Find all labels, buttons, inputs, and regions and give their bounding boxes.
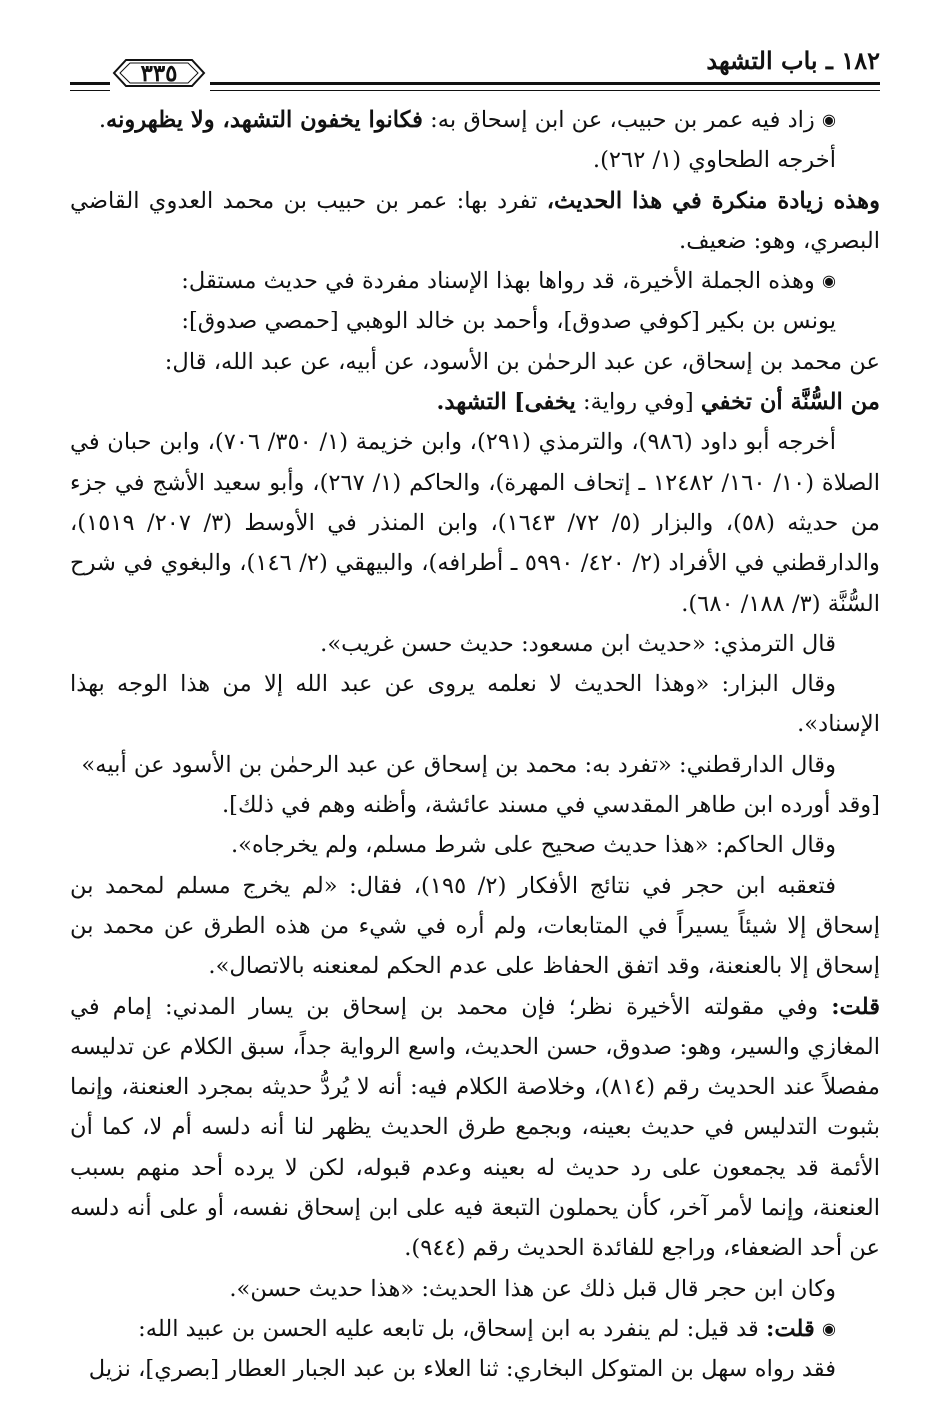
paragraph-12: [وقد أورده ابن طاهر المقدسي في مسند عائشة، وأظنه وهم في ذلك].: [221, 792, 880, 819]
paragraph-15-text: وفي مقولته الأخيرة نظر؛ فإن محمد بن إسحاق بن يسار المدني: إمام في المغازي والسير، وهو: صدوق، حسن الحديث، واسع الرواية جداً، سبق الكلام عن تدليسه مفصلاً عند الحديث رقم (٨١٤)، وخلاصة الكلام فيه: أنه لا يُردُّ حديثه بمجرد العنعنة، وإنما بثبوت التدليس في حديث بعينه، وبجمع طرق الحديث يظهر لنا أنه دلسه أم لا، كما أن الأئمة قد يجمعون على رد حديث له بعينه وعدم قبوله، لكن لا يرده أحد منهم بسبب العنعنة، وإنما لأمر آخر، كأن يحملون التبعة فيه على ابن إسحاق نفسه، أو على أنه دلسه عن أحد الضعفاء، وراجع للفائدة الحديث رقم (٩٤٤).: [70, 993, 880, 1262]
paragraph-1-end: .: [98, 107, 107, 133]
paragraph-7-variant: يخفى]: [513, 389, 576, 416]
paragraph-4: [70, 261, 880, 301]
page-number-frame: [112, 58, 206, 88]
paragraph-16: وكان ابن حجر قال قبل ذلك عن هذا الحديث: «هذا حديث حسن».: [229, 1275, 836, 1302]
paragraph-4-text: وهذه الجملة الأخيرة، قد رواها بهذا الإسناد مفردة في حديث مستقل:: [181, 268, 815, 295]
paragraph-15-label: قلت:: [831, 993, 880, 1020]
paragraph-11: وقال الدارقطني: «تفرد به: محمد بن إسحاق عن عبد الرحمٰن بن الأسود عن أبيه»: [81, 751, 836, 778]
page-header: [70, 40, 880, 102]
paragraph-9: قال الترمذي: «حديث ابن مسعود: حديث حسن غريب».: [320, 630, 836, 657]
bullet-icon: ◉: [822, 271, 836, 291]
book-page: [70, 40, 881, 1383]
paragraph-7: [70, 382, 880, 422]
paragraph-1-quote: فكانوا يخفون التشهد، ولا يظهرونه: [106, 107, 423, 133]
paragraph-3: [70, 181, 880, 262]
paragraph-3-bold: وهذه زيادة منكرة في هذا الحديث،: [546, 187, 880, 214]
page-body: [70, 100, 880, 1390]
page-number: ٣٣٥: [140, 59, 178, 87]
paragraph-7-note: [وفي رواية:: [583, 389, 694, 416]
paragraph-17-label: قلت:: [766, 1315, 815, 1342]
paragraph-18: فقد رواه سهل بن المتوكل البخاري: ثنا العلاء بن عبد الجبار العطار [بصري]، نزيل: [88, 1356, 836, 1383]
bullet-icon: ◉: [822, 110, 836, 129]
header-rule-short: [70, 82, 110, 91]
paragraph-17: [70, 1309, 880, 1349]
chapter-title: ١٨٢ ـ باب التشهد: [706, 46, 880, 75]
paragraph-15: [70, 987, 880, 1269]
paragraph-10: وقال البزار: «وهذا الحديث لا نعلمه يروى عن عبد الله إلا من هذا الوجه بهذا الإسناد».: [70, 671, 880, 738]
paragraph-2: أخرجه الطحاوي (١/ ٢٦٢).: [592, 147, 836, 174]
paragraph-7-bold: من السُّنَّة أن تخفي: [700, 389, 880, 416]
paragraph-14: فتعقبه ابن حجر في نتائج الأفكار (٢/ ١٩٥)، فقال: «لم يخرج مسلم لمحمد بن إسحاق إلا شيئاً يسيراً في المتابعات، ولم أره في شيء من هذه الطرق عن محمد بن إسحاق إلا بالعنعنة، وقد اتفق الحفاظ على عدم الحكم لمعنعنه بالاتصال».: [70, 872, 880, 980]
paragraph-6: عن محمد بن إسحاق، عن عبد الرحمٰن بن الأسود، عن أبيه، عن عبد الله، قال:: [164, 348, 880, 375]
bullet-icon: ◉: [822, 1318, 836, 1338]
header-rule-long: [210, 82, 880, 91]
paragraph-13: وقال الحاكم: «هذا حديث صحيح على شرط مسلم، ولم يخرجاه».: [230, 832, 836, 859]
paragraph-17-text: قد قيل: لم ينفرد به ابن إسحاق، بل تابعه عليه الحسن بن عبيد الله:: [138, 1315, 759, 1342]
paragraph-3-text: تفرد بها: عمر بن حبيب بن محمد العدوي القاضي البصري، وهو: ضعيف.: [70, 187, 880, 254]
paragraph-5: يونس بن بكير [كوفي صدوق]، وأحمد بن خالد الوهبي [حمصي صدوق]:: [181, 308, 836, 335]
paragraph-7-end: التشهد.: [436, 389, 507, 416]
paragraph-1: [70, 100, 880, 140]
paragraph-1-text: زاد فيه عمر بن حبيب، عن ابن إسحاق به:: [430, 107, 815, 133]
paragraph-8: أخرجه أبو داود (٩٨٦)، والترمذي (٢٩١)، وابن خزيمة (١/ ٣٥٠/ ٧٠٦)، وابن حبان في الصلاة (١٠/ ١٦٠/ ١٢٤٨٢ ـ إتحاف المهرة)، والحاكم (١/ ٢٦٧)، وأبو سعيد الأشج في جزء من حديثه (٥٨)، والبزار (٥/ ٧٢/ ١٦٤٣)، وابن المنذر في الأوسط (٣/ ٢٠٧/ ١٥١٩)، والدارقطني في الأفراد (٢/ ٤٢٠/ ٥٩٩٠ ـ أطرافه)، والبيهقي (٢/ ١٤٦)، والبغوي في شرح السُّنَّة (٣/ ١٨٨/ ٦٨٠).: [70, 429, 881, 617]
